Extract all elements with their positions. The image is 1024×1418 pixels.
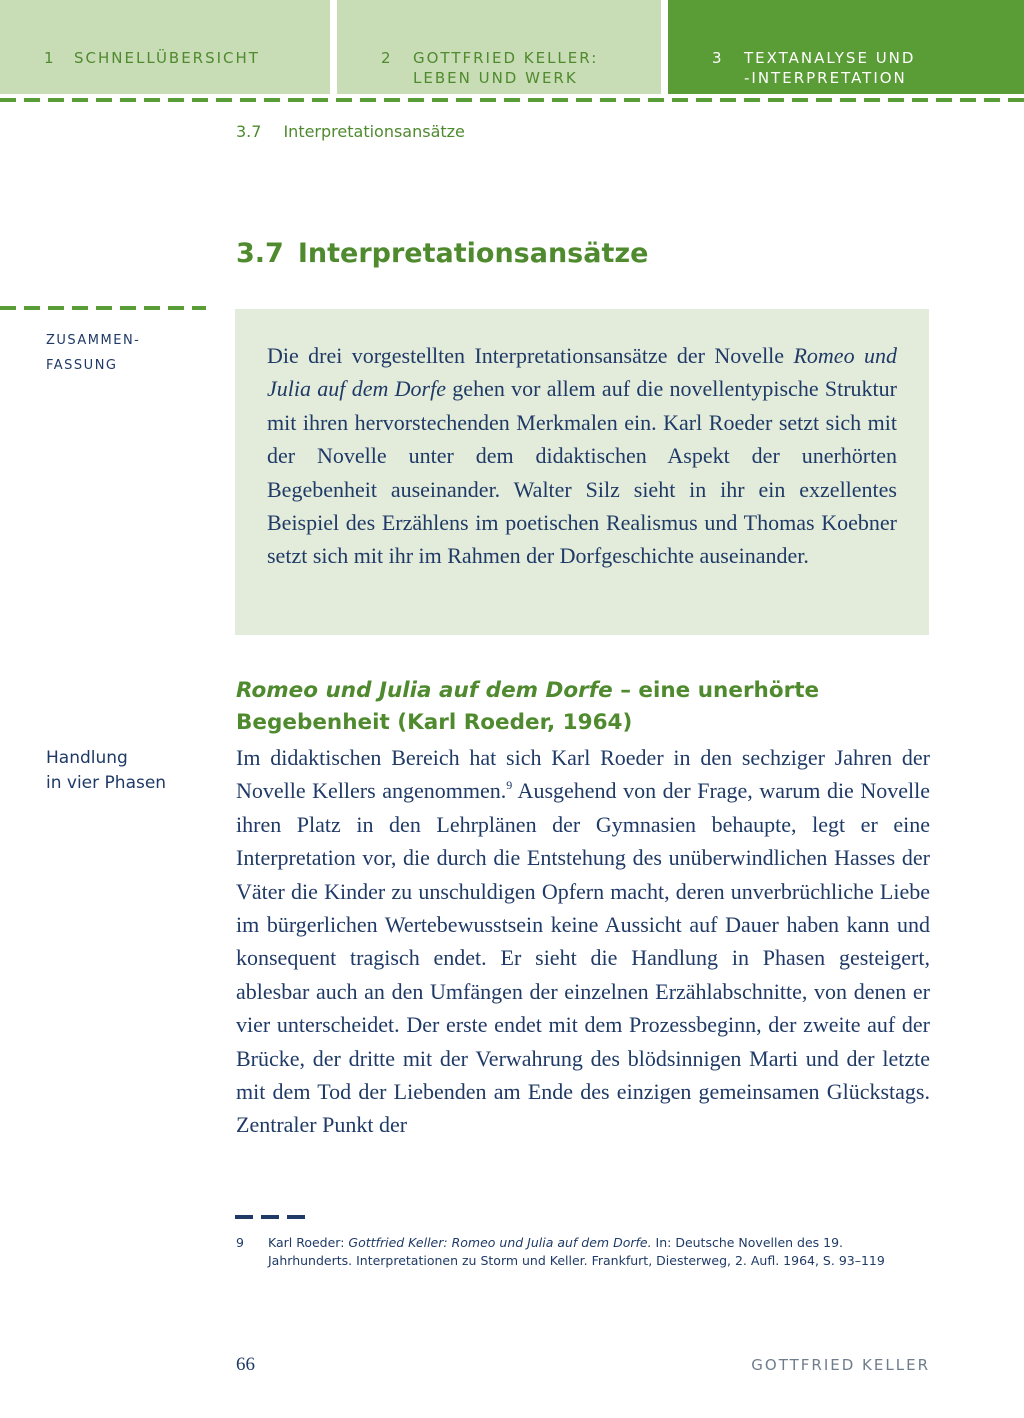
tab-label: TEXTANALYSE UND -INTERPRETATION xyxy=(744,49,916,87)
running-head xyxy=(236,122,465,141)
summary-box xyxy=(235,309,929,635)
section-number: 3.7 xyxy=(236,238,284,269)
margin-label-summary: ZUSAMMEN- FASSUNG xyxy=(46,333,141,373)
header-divider xyxy=(0,98,1024,102)
running-head-number: 3.7 xyxy=(236,122,262,141)
margin-divider xyxy=(0,306,206,310)
tab-textanalyse-active[interactable] xyxy=(668,0,1024,94)
summary-text-part: Die drei vorgestellten Interpretationsansätze der Novelle xyxy=(267,343,794,368)
footnote-text-part: In: Deutsche Novellen des 19. Jahrhunderts. Interpretationen zu Storm und Keller. Frankfurt, Diesterweg, 2. Aufl. 1964, S. 93–119 xyxy=(268,1235,885,1268)
section-title: Interpretationsansätze xyxy=(297,238,649,269)
footnote-number: 9 xyxy=(236,1235,244,1250)
subsection-title-rest: – eine unerhörte Begebenheit (Karl Roeder, 1964) xyxy=(236,678,820,735)
subsection-work-title: Romeo und Julia auf dem Dorfe xyxy=(236,678,613,703)
page-number: 66 xyxy=(236,1354,255,1375)
margin-label-phases: Handlung in vier Phasen xyxy=(46,748,167,793)
body-text-part: Ausgehend von der Frage, warum die Novelle ihren Platz in den Lehrplänen der Gymnasien behaupte, legt er eine Interpretation vor, die durch die Entstehung des unüberwindlichen Hasses der Väter die Kinder zu unschuldigen Opfern macht, deren unverbrüchliche Liebe im bürgerlichen Wertebewusstsein keine Aussicht auf Dauer haben kann und konsequent tragisch endet. Er sieht die Handlung in Phasen gesteigert, ablesbar auch an den Umfängen der einzelnen Erzählabschnitte, von denen er vier unterscheidet. Der erste endet mit dem Prozessbeginn, der zweite auf der Brücke, der dritte mit der Verwahrung des blödsinnigen Marti und der letzte mit dem Tod der Liebenden am Ende des einzigen gemeinsamen Glückstags. Zentraler Punkt der xyxy=(236,778,930,1138)
footnote xyxy=(236,1234,930,1270)
page-title xyxy=(236,238,648,269)
tab-number: 3 xyxy=(712,49,724,67)
summary-text xyxy=(267,339,897,573)
tab-label: GOTTFRIED KELLER: LEBEN UND WERK xyxy=(413,49,599,87)
tab-number: 2 xyxy=(381,49,393,67)
footer-author: GOTTFRIED KELLER xyxy=(751,1356,930,1374)
footnote-text-part: Karl Roeder: xyxy=(268,1235,349,1250)
subsection-heading xyxy=(236,675,930,739)
tab-schnelluebersicht[interactable] xyxy=(0,0,330,94)
tab-number: 1 xyxy=(44,49,56,67)
work-title: Romeo und Julia auf dem Dorfe xyxy=(267,343,897,402)
footnote-divider xyxy=(235,1215,305,1219)
footnote-reference[interactable]: 9 xyxy=(506,778,513,793)
tab-label: SCHNELLÜBERSICHT xyxy=(74,49,260,67)
summary-text-part: gehen vor allem auf die novellentypische Struktur mit ihren hervorstechenden Merkmalen ein. Karl Roeder setzt sich mit der Novelle unter dem didaktischen Aspekt der unerhörten Begebenheit auseinander. Walter Silz sieht in ihr ein exzellentes Beispiel des Erzählens im poetischen Realismus und Thomas Koebner setzt sich mit ihr im Rahmen der Dorfgeschichte auseinander. xyxy=(267,376,897,569)
footnote-text xyxy=(268,1234,930,1270)
body-text-part: Im didaktischen Bereich hat sich Karl Roeder in den sechziger Jahren der Novelle Kellers angenommen. xyxy=(236,745,930,804)
running-head-title: Interpretationsansätze xyxy=(283,122,465,141)
tab-leben-und-werk[interactable] xyxy=(337,0,661,94)
footnote-work-title: Gottfried Keller: Romeo und Julia auf dem Dorfe. xyxy=(348,1235,652,1250)
body-paragraph xyxy=(236,741,930,1142)
